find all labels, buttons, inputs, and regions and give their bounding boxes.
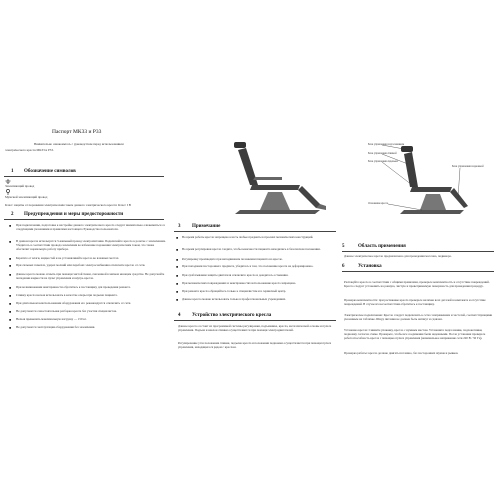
section-6-number: 6 [342,264,345,269]
section-1-title: Обозначение символов [24,169,76,174]
label-footrest: Блок управления подножкой [452,165,484,168]
install-step-5: Проверка работы: кресло должно двигаться плавно, без посторонних шумов и рывков. [344,351,459,355]
label-base: Основание кресла [368,202,388,205]
label-backrest: Блок управления спинкой [368,152,397,155]
warning-5: Данное кресло можно отмыть при помощи чистой ткани, смоченной в мягком моющем средстве. Не допускайте попадания жидкости на пульт управления и внутрь кресла. [16,272,165,281]
column-3 [340,0,500,500]
label-seat: Блок управления сиденьем [368,160,398,163]
section-5-title: Область применения [358,244,406,249]
note-3: Регулировку производите при неподвижном положении пациента на кресле. [182,257,283,261]
note-8: Данное кресло можно использовать только в профессиональных учреждениях. [182,297,287,301]
section-3-title: Примечание [192,224,221,229]
note-5: При срабатывании защиты двигателя отключите кресло и дождитесь остывания. [182,273,289,277]
section-3-rule [174,231,336,232]
warning-7: Спинку кресла нельзя использовать в качестве опоры при подъеме пациента. [16,293,118,297]
column-2 [170,0,340,500]
install-step-1: Распакуйте кресло в соответствии с общими правилами, проверьте комплектность и отсутствие повреждений. Кресло следует установить на ровную, чистую и проветриваемую поверхность для проведения процедур. [344,280,490,289]
symbol-2-label: Мужской заземляющий провод [5,195,48,199]
warning-1: При подключении, подготовке к настройке данного электрического кресла следует внимательно ознакомиться со следующими указаниями и правилами настоящего Руководства пользователя. [16,223,166,232]
bullet-icon: ■ [9,318,12,322]
column-1 [0,0,170,500]
install-step-4: Установка кресла: Снимите упаковку, кресло с нужным местом. Установите подголовник, подлокотники, подножку согласно схеме. Проверьте, чтобы все соединения были надежными. После установки проверьте работоспособность кресла с помощью пульта управления (номинальное напряжение сети 220 В / 50 Гц). [344,328,486,341]
note-4: При попадании постороннего предмета, убедитесь в том, что положение кресла не деформировано. [182,264,314,268]
install-step-3: Электрическое подключение: Кресло следует подключить к сети с напряжением и частотой, соответствующими указанным на табличке. Шнур питания не должен быть натянут и сдавлен. [344,313,493,322]
bullet-icon: ■ [176,236,179,240]
bullet-icon: ■ [176,282,179,286]
note-1: Во время работы кресла запрещено класть любые предметы в проемах механических конструкций. [182,235,314,239]
section-5-number: 5 [342,244,345,249]
section-6-rule [342,271,494,272]
bullet-icon: ■ [176,258,179,262]
warning-3: Берегите от влаги, жидкостей и не устанавливайте кресло во влажных местах. [16,256,120,260]
section-2-title: Предупреждения и меры предосторожности [24,212,124,217]
intro-line-1: Внимательно ознакомьтесь с руководством перед использованием [34,142,124,146]
section-6-title: Установка [358,264,382,269]
bullet-icon: ■ [176,290,179,294]
bullet-icon: ■ [9,326,12,330]
bullet-icon: ■ [176,265,179,269]
warning-8: При длительном неиспользовании оборудования его рекомендуется отключить от сети. [16,301,132,305]
doc-title: Паспорт МК33 и Р33 [52,129,102,135]
note-6: При механических повреждениях и неисправностях использование кресла запрещено. [182,281,297,285]
intro-line-2: электрического кресла МК33 и Р33. [5,148,54,152]
section-1-rule [4,176,164,177]
description-2: Регулирование угла положения спинки, подъема кресла и положения подножки осуществляется при помощи пульта управления, находящегося рядом с креслом. [178,341,332,350]
warning-2: В данном кресле используется 3-жильный провод электропитания. Подключайте кресло к розетке с заземлением. Убедитесь в соответствии провода заземления во избежание поражения электрическим током, что также обеспечит нормальную работу прибора. [16,239,166,252]
bullet-icon: ■ [9,294,12,298]
warning-11: Не допускается эксплуатация оборудования без заземления. [16,325,96,329]
bullet-icon: ■ [176,274,179,278]
symbol-1-label: Заземляющий провод [5,184,35,188]
bullet-icon: ■ [9,264,12,268]
warning-6: При возникновении неисправности обратитесь к поставщику для проведения ремонта. [16,285,131,289]
bullet-icon: ■ [9,286,12,290]
application-text: Данное электрическое кресло предназначено для проведения массажа, педикюра. [344,254,452,258]
section-4-title: Устройство электрического кресла [192,313,272,318]
bullet-icon: ■ [176,298,179,302]
description-1: Данное кресло состоит из программной системы регулировки, подъемника, кресла, металлической основы и пульта управления. Подъем и наклон спинки осуществляются при помощи электродвигателей. [178,324,332,333]
bullet-icon: ■ [9,257,12,261]
bullet-icon: ■ [9,273,12,277]
bullet-icon: ■ [9,310,12,314]
section-1-number: 1 [11,169,14,174]
warning-10: Нельзя превышать максимальную нагрузку — 150 кг. [16,317,87,321]
bullet-icon: ■ [9,302,12,306]
bullet-icon: ■ [9,224,12,228]
warning-4: При сильных помехах, ударах молний или перебоях электроснабжения отключите кресло от сети. [16,263,146,267]
install-step-2: Проверка комплектности: при распаковке кресла проверьте наличие всех деталей в комплекте и отсутствие повреждений. В случае их несоответствия обратитесь к поставщику. [344,298,486,307]
chair-illustration [220,140,330,220]
section-3-number: 3 [178,224,181,229]
note-7: При ремонте кресла обращайтесь только к специалистам и в сервисный центр. [182,289,287,293]
symbol-3-label: Класс защиты от поражения электрическим током данного электрического кресла: Класс I В [5,203,131,207]
section-2-rule [4,219,164,220]
section-4-rule [174,320,336,321]
note-2: Во время регулировки кресла следите, чтобы конечности пациента находились в безопасном положении. [182,247,321,251]
section-5-rule [342,251,494,252]
warning-9: Не допускается самостоятельная разборка кресла без участия специалистов. [16,309,117,313]
section-2-number: 2 [11,212,14,217]
bullet-icon: ■ [176,248,179,252]
label-headrest: Блок управления подголовником [368,143,405,146]
section-4-number: 4 [178,313,181,318]
bullet-icon: ■ [9,240,12,244]
